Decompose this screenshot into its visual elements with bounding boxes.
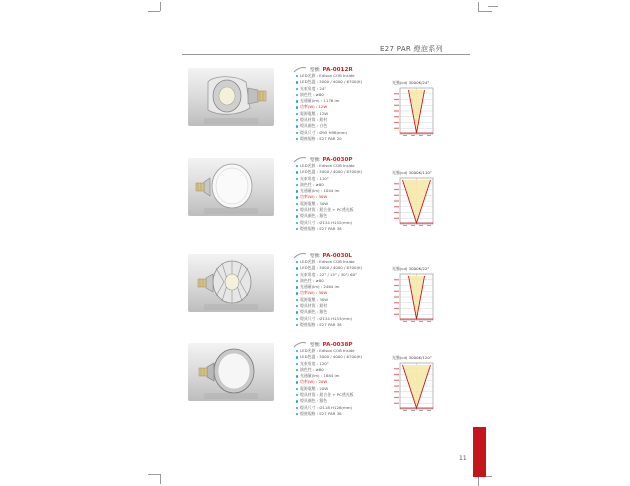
spec-text: 演色性 : ≥80 — [300, 91, 324, 97]
bullet-icon — [296, 215, 298, 217]
bullet-icon — [296, 106, 298, 108]
model-label: 型號: — [310, 68, 321, 73]
x-tick — [411, 135, 415, 136]
spec-text: LED光源 : Edison COB Inside — [300, 73, 355, 78]
axis-tick — [394, 212, 399, 213]
bullet-icon — [296, 267, 298, 269]
x-tick — [427, 135, 431, 136]
bullet-icon — [296, 261, 298, 263]
bullet-icon — [296, 178, 298, 180]
bullet-icon — [296, 100, 298, 102]
bullet-icon — [296, 400, 298, 402]
spec-text: LED色溫 : 3000 / 4000 / 6700(K) — [300, 79, 363, 85]
spec-list — [296, 163, 392, 232]
model-value: PA-0030P — [322, 157, 353, 163]
axis-tick — [394, 391, 399, 392]
x-tick — [427, 225, 431, 226]
axis-tick — [394, 189, 399, 190]
spec-text: 電源電壓 : 12W — [300, 110, 329, 116]
x-tick — [419, 225, 423, 226]
light-distribution-chart — [392, 80, 444, 137]
spec-text: 功率(W) : 20W — [300, 379, 328, 385]
bullet-icon — [296, 125, 298, 127]
bullet-icon — [296, 203, 298, 205]
product-photo — [188, 254, 274, 312]
spec-text: LED光源 : Edison COB Inside — [300, 348, 355, 353]
crop-mark-bottom-left-h — [148, 474, 160, 475]
header-divider — [182, 54, 470, 55]
bullet-icon — [296, 209, 298, 211]
x-tick — [419, 135, 423, 136]
product-photo — [188, 68, 274, 126]
axis-tick — [394, 285, 399, 286]
spec-text: 光束角度 : 24° — [300, 85, 327, 91]
spec-text: 光通量(lm) : 1044 lm — [300, 188, 340, 194]
bullet-icon — [296, 119, 298, 121]
product-block — [182, 158, 482, 254]
spec-text: 燈座規格 : E27 PAR 20 — [300, 135, 342, 141]
bullet-icon — [296, 286, 298, 288]
spec-text: 燈座規格 : E27 PAR 38 — [300, 321, 342, 327]
spec-text: 演色性 : ≥80 — [300, 277, 324, 283]
axis-tick — [394, 380, 399, 381]
intensity-diagram — [392, 273, 434, 323]
model-value: PA-0030L — [322, 253, 352, 259]
spec-text: 燈具尺寸 : Ø134 H153(mm) — [300, 315, 353, 321]
axis-tick — [394, 200, 399, 201]
x-tick — [403, 321, 407, 322]
bullet-icon — [296, 222, 298, 224]
crop-mark-bottom-right-v — [478, 476, 479, 486]
bullet-icon — [296, 165, 298, 167]
product-photo — [188, 158, 274, 216]
axis-tick — [394, 99, 399, 100]
bullet-icon — [296, 113, 298, 115]
spec-text: 光束角度 : 22° / 15° / 30°/ 60° — [300, 271, 358, 277]
bullet-icon — [296, 305, 298, 307]
spec-text: LED光源 : Edison COB Inside — [300, 259, 355, 264]
axis-tick — [394, 105, 399, 106]
spec-text: 燈具材質 : 鋁合金 + PC透光板 — [300, 207, 354, 213]
x-tick — [411, 410, 415, 411]
spec-row — [296, 226, 392, 232]
bullet-icon — [296, 394, 298, 396]
page-number: 11 — [459, 455, 467, 462]
spec-text: 燈座規格 : E27 PAR 38 — [300, 410, 342, 416]
bulb-image-frosted — [188, 158, 274, 216]
bullet-icon — [296, 280, 298, 282]
spec-text: 功率(W) : 30W — [300, 290, 328, 296]
axis-tick — [394, 385, 399, 386]
product-block — [182, 68, 482, 164]
spec-text: 功率(W) : 30W — [300, 194, 328, 200]
spec-list — [296, 259, 392, 328]
spec-row — [296, 411, 392, 417]
intensity-diagram — [392, 177, 434, 227]
spec-text: 光束角度 : 120° — [300, 360, 329, 366]
crop-mark-right-h — [488, 6, 498, 7]
chart-title: 光強(cd) 3000K/24° — [392, 80, 430, 85]
bullet-icon — [296, 81, 298, 83]
x-tick — [427, 410, 431, 411]
bullet-icon — [296, 381, 298, 383]
axis-tick — [394, 116, 399, 117]
spec-text: 燈具材質 : 鋁材 — [300, 117, 328, 123]
bullet-icon — [296, 375, 298, 377]
page-tab-accent — [473, 427, 486, 477]
bulb-image-reflector — [188, 68, 274, 126]
bullet-icon — [296, 292, 298, 294]
spec-text: LED色溫 : 3000 / 4000 / 6700(K) — [300, 354, 363, 360]
spec-list — [296, 348, 392, 417]
bulb-image-finned — [188, 254, 274, 312]
crop-mark-bottom-left-v — [160, 474, 161, 484]
spec-text: 光束角度 : 110° — [300, 175, 329, 181]
light-distribution-chart — [392, 170, 444, 227]
crop-mark-top-left-h — [148, 11, 160, 12]
spec-text: 光通量(lm) : 1176 lm — [300, 98, 340, 104]
axis-tick — [394, 308, 399, 309]
axis-tick — [394, 291, 399, 292]
product-photo — [188, 343, 274, 401]
axis-tick — [394, 302, 399, 303]
model-value: PA-0012R — [322, 67, 353, 73]
axis-tick — [394, 218, 399, 219]
spec-text: 燈具尺寸 : Ø134 H152(mm) — [300, 219, 353, 225]
bullet-icon — [296, 318, 298, 320]
bullet-icon — [296, 324, 298, 326]
axis-tick — [394, 403, 399, 404]
spec-text: 燈具顏色 : 白色 — [300, 123, 328, 129]
spec-text: 功率(W) : 12W — [300, 104, 328, 110]
spec-text: LED光源 : Edison COB Inside — [300, 163, 355, 168]
product-block — [182, 343, 482, 439]
bullet-icon — [296, 196, 298, 198]
model-label: 型號: — [310, 158, 321, 163]
bullet-icon — [296, 413, 298, 415]
axis-tick — [394, 397, 399, 398]
product-block — [182, 254, 482, 350]
axis-tick — [394, 206, 399, 207]
spec-text: 演色性 : ≥80 — [300, 366, 324, 372]
axis-tick — [394, 93, 399, 94]
spec-text: 燈具材質 : 鋁合金 + PC透光板 — [300, 392, 354, 398]
axis-tick — [394, 374, 399, 375]
spec-text: 燈具材質 : 鋁材 — [300, 303, 328, 309]
spec-text: 演色性 : ≥80 — [300, 181, 324, 187]
x-tick — [411, 225, 415, 226]
crop-mark-top-left-v — [160, 2, 161, 11]
bullet-icon — [296, 228, 298, 230]
x-tick — [419, 410, 423, 411]
bullet-icon — [296, 88, 298, 90]
x-tick — [427, 321, 431, 322]
light-distribution-chart — [392, 355, 444, 412]
spec-text: 燈具顏色 : 銀色 — [300, 398, 328, 404]
x-tick — [411, 321, 415, 322]
axis-tick — [394, 128, 399, 129]
axis-tick — [394, 296, 399, 297]
axis-tick — [394, 110, 399, 111]
spec-text: 燈具尺寸 : Ø118 H126(mm) — [300, 404, 353, 410]
intensity-diagram — [392, 362, 434, 412]
spec-row — [296, 136, 392, 142]
bullet-icon — [296, 356, 298, 358]
axis-tick — [394, 122, 399, 123]
model-value: PA-0038P — [322, 342, 353, 348]
bullet-icon — [296, 138, 298, 140]
x-tick — [403, 135, 407, 136]
bullet-icon — [296, 75, 298, 77]
spec-text: 光通量(lm) : 2464 lm — [300, 284, 340, 290]
spec-text: 電源電壓 : 20W — [300, 385, 329, 391]
bullet-icon — [296, 350, 298, 352]
axis-tick — [394, 183, 399, 184]
spec-text: 燈具尺寸 : Ø95 H98(mm) — [300, 129, 348, 135]
spec-text: 燈具顏色 : 銀色 — [300, 309, 328, 315]
spec-text: 電源電壓 : 30W — [300, 296, 329, 302]
bullet-icon — [296, 299, 298, 301]
bullet-icon — [296, 184, 298, 186]
light-distribution-chart — [392, 266, 444, 323]
bulb-image-frosted-silver — [188, 343, 274, 401]
spec-text: 燈具顏色 : 銀色 — [300, 213, 328, 219]
axis-tick — [394, 195, 399, 196]
intensity-diagram — [392, 87, 434, 137]
spec-text: 電源電壓 : 30W — [300, 200, 329, 206]
chart-title: 光強(cd) 3000K/110° — [392, 170, 432, 175]
bullet-icon — [296, 363, 298, 365]
axis-tick — [394, 314, 399, 315]
spec-list — [296, 73, 392, 142]
bullet-icon — [296, 388, 298, 390]
model-label: 型號: — [310, 254, 321, 259]
bullet-icon — [296, 407, 298, 409]
bullet-icon — [296, 190, 298, 192]
chart-title: 光強(cd) 3000K/22° — [392, 266, 430, 271]
spec-text: 燈座規格 : E27 PAR 38 — [300, 225, 342, 231]
x-tick — [403, 225, 407, 226]
chart-title: 光強(cd) 3000K/120° — [392, 355, 432, 360]
bullet-icon — [296, 274, 298, 276]
bullet-icon — [296, 132, 298, 134]
bullet-icon — [296, 94, 298, 96]
spec-row — [296, 322, 392, 328]
model-label: 型號: — [310, 343, 321, 348]
axis-tick — [394, 279, 399, 280]
page-title: E27 PAR 燈泡系列 — [380, 45, 443, 53]
bullet-icon — [296, 311, 298, 313]
x-tick — [419, 321, 423, 322]
axis-tick — [394, 368, 399, 369]
bullet-icon — [296, 369, 298, 371]
spec-text: LED色溫 : 3000 / 4000 / 6700(K) — [300, 265, 363, 271]
x-tick — [403, 410, 407, 411]
crop-mark-top-right-h — [478, 11, 492, 12]
bullet-icon — [296, 171, 298, 173]
spec-text: LED色溫 : 3000 / 4000 / 6700(K) — [300, 169, 363, 175]
spec-text: 光通量(lm) : 1884 lm — [300, 373, 340, 379]
